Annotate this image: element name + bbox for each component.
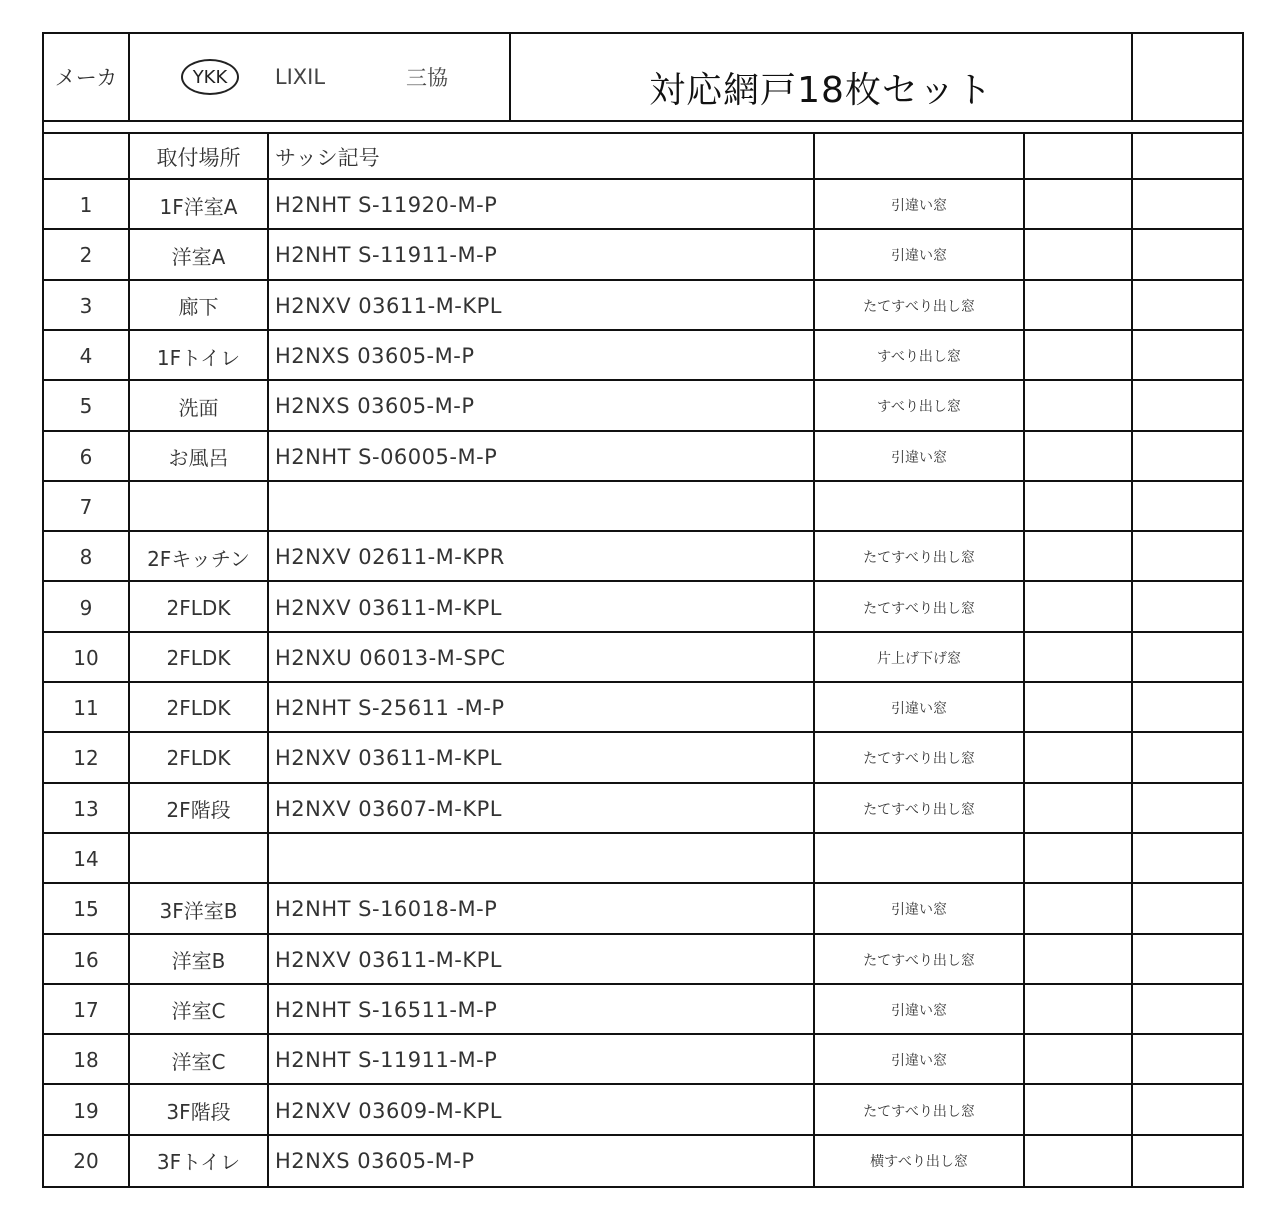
- row-location: 廊下: [178, 295, 219, 320]
- row-divider: [42, 832, 1244, 834]
- row-divider: [42, 983, 1244, 985]
- row-divider: [42, 1134, 1244, 1136]
- row-window-type: 引違い窓: [891, 248, 947, 265]
- row-window-type: 引違い窓: [891, 1002, 947, 1019]
- brand-sankyo: 三協: [406, 66, 448, 90]
- row-window-type: たてすべり出し窓: [863, 952, 975, 969]
- row-location: 2Fキッチン: [147, 546, 250, 571]
- row-divider: [42, 681, 1244, 683]
- row-divider: [42, 480, 1244, 482]
- screen-door-table: [42, 32, 1244, 1188]
- row-divider: [42, 933, 1244, 935]
- row-location: 洗面: [178, 395, 219, 420]
- brand-ykk-logo: YKK: [181, 59, 239, 95]
- row-number: 10: [73, 645, 99, 670]
- row-number: 13: [73, 796, 99, 821]
- brand-lixil: LIXIL: [274, 65, 326, 89]
- row-divider: [42, 379, 1244, 381]
- row-sash-code: H2NXV 03611-M-KPL: [275, 947, 503, 972]
- row-sash-code: H2NHT S-06005-M-P: [275, 444, 498, 469]
- row-divider: [42, 580, 1244, 582]
- row-sash-code: H2NHT S-11911-M-P: [275, 1048, 498, 1073]
- row-window-type: たてすべり出し窓: [863, 550, 975, 567]
- row-number: 9: [79, 595, 93, 620]
- row-location: 2FLDK: [166, 645, 231, 670]
- row-sash-code: H2NXV 03611-M-KPL: [275, 746, 503, 771]
- row-divider: [42, 228, 1244, 230]
- row-number: 17: [73, 997, 99, 1022]
- row-number: 20: [73, 1148, 99, 1173]
- row-location: 2F階段: [166, 798, 231, 823]
- column-header-location: 取付場所: [156, 146, 241, 170]
- row-location: 2FLDK: [166, 696, 231, 721]
- row-sash-code: H2NHT S-25611 -M-P: [275, 696, 505, 721]
- col-sep-extra: [1131, 132, 1133, 1188]
- row-window-type: 引違い窓: [891, 1053, 947, 1070]
- row-location: [130, 484, 267, 530]
- row-number: 5: [79, 394, 93, 419]
- row-number: 7: [79, 494, 93, 519]
- row-divider: [42, 731, 1244, 733]
- row-window-type: たてすべり出し窓: [863, 751, 975, 768]
- row-divider: [42, 631, 1244, 633]
- row-number: 14: [73, 847, 99, 872]
- row-divider: [42, 782, 1244, 784]
- row-window-type: 片上げ下げ窓: [877, 650, 961, 667]
- row-location: 3F洋室B: [159, 898, 238, 923]
- row-sash-code: H2NXS 03605-M-P: [275, 344, 475, 369]
- row-location: 洋室C: [171, 999, 226, 1024]
- brand-ykk-cell: [178, 34, 242, 120]
- row-number: 11: [73, 696, 99, 721]
- row-divider: [42, 279, 1244, 281]
- row-sash-code: H2NXV 03611-M-KPL: [275, 293, 503, 318]
- page-title: 対応網戸18枚セット: [649, 69, 993, 111]
- row-window-type: 引違い窓: [891, 701, 947, 718]
- row-number: 12: [73, 746, 99, 771]
- row-window-type: [815, 836, 1023, 882]
- row-location: 2FLDK: [166, 746, 231, 771]
- col-sep-type: [1023, 132, 1025, 1188]
- row-window-type: 横すべり出し窓: [870, 1153, 968, 1170]
- row-sash-code: H2NHT S-16018-M-P: [275, 897, 498, 922]
- row-location: 洋室B: [171, 949, 226, 974]
- row-sash-code: H2NXV 03611-M-KPL: [275, 595, 503, 620]
- row-sash-code: H2NXS 03605-M-P: [275, 1148, 475, 1173]
- row-sash-code: [269, 836, 813, 882]
- row-window-type: たてすべり出し窓: [863, 298, 975, 315]
- row-sash-code: [269, 484, 813, 530]
- row-location: 1Fトイレ: [156, 345, 241, 370]
- row-location: 1F洋室A: [159, 194, 238, 219]
- maker-label: メーカ: [54, 66, 118, 90]
- row-window-type: 引違い窓: [891, 902, 947, 919]
- row-divider: [42, 882, 1244, 884]
- row-location: 3F階段: [166, 1100, 231, 1125]
- row-divider: [42, 1083, 1244, 1085]
- row-divider: [42, 329, 1244, 331]
- row-number: 8: [79, 545, 93, 570]
- row-window-type: [815, 484, 1023, 530]
- row-divider: [42, 1033, 1244, 1035]
- row-divider: [42, 530, 1244, 532]
- row-location: 2FLDK: [166, 595, 231, 620]
- border-bottom: [42, 1186, 1244, 1188]
- row-window-type: すべり出し窓: [877, 349, 961, 366]
- column-header-sash: サッシ記号: [275, 146, 380, 170]
- row-sash-code: H2NXU 06013-M-SPC: [275, 645, 506, 670]
- row-number: 6: [79, 444, 93, 469]
- row-window-type: たてすべり出し窓: [863, 600, 975, 617]
- row-sash-code: H2NHT S-16511-M-P: [275, 997, 498, 1022]
- row-sash-code: H2NXV 03607-M-KPL: [275, 796, 503, 821]
- row-sash-code: H2NXS 03605-M-P: [275, 394, 475, 419]
- row-location: [130, 836, 267, 882]
- row-divider: [42, 430, 1244, 432]
- row-number: 2: [79, 243, 93, 268]
- row-number: 15: [73, 897, 99, 922]
- header-sep-1: [128, 32, 130, 122]
- row-sash-code: H2NHT S-11920-M-P: [275, 193, 498, 218]
- row-number: 3: [79, 293, 93, 318]
- row-number: 19: [73, 1098, 99, 1123]
- row-window-type: たてすべり出し窓: [863, 1103, 975, 1120]
- row-window-type: たてすべり出し窓: [863, 801, 975, 818]
- row-window-type: すべり出し窓: [877, 399, 961, 416]
- row-sash-code: H2NHT S-11911-M-P: [275, 243, 498, 268]
- row-location: 3Fトイレ: [156, 1150, 241, 1175]
- border-right: [1242, 32, 1244, 1188]
- row-location: 洋室C: [171, 1049, 226, 1074]
- row-window-type: 引違い窓: [891, 198, 947, 215]
- row-divider: [42, 178, 1244, 180]
- row-number: 1: [79, 193, 93, 218]
- row-location: 洋室A: [171, 244, 226, 269]
- row-number: 16: [73, 947, 99, 972]
- row-window-type: 引違い窓: [891, 449, 947, 466]
- row-sash-code: H2NXV 03609-M-KPL: [275, 1098, 503, 1123]
- row-sash-code: H2NXV 02611-M-KPR: [275, 545, 505, 570]
- row-location: お風呂: [168, 446, 229, 471]
- header-sep-3: [1131, 32, 1133, 122]
- row-number: 4: [79, 344, 93, 369]
- row-number: 18: [73, 1048, 99, 1073]
